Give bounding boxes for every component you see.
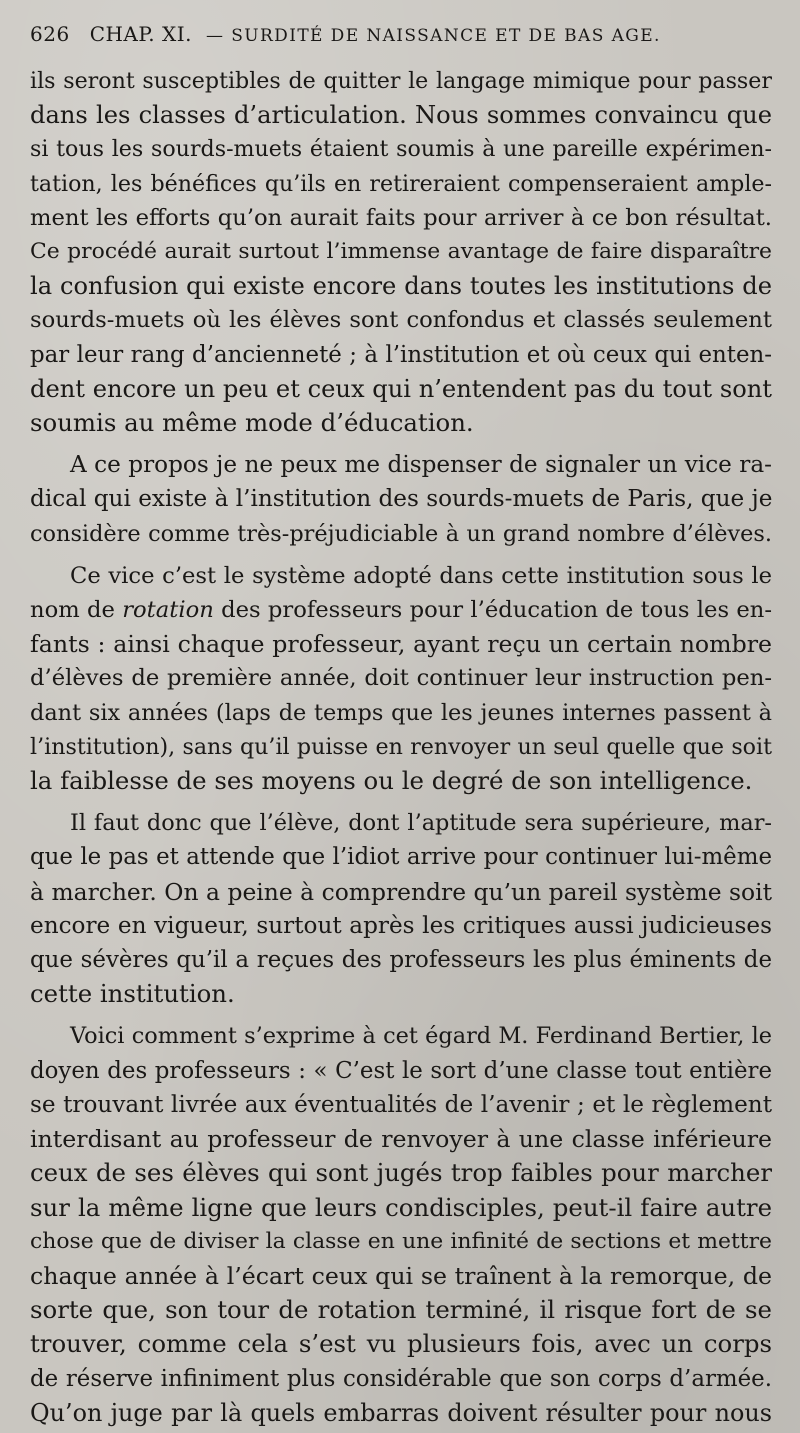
text-line: se trouvant livrée aux éventualités de l’avenir ; et le règlement [30,1091,772,1118]
text-line: doyen des professeurs : « C’est le sort d’une classe tout entière [30,1057,772,1084]
running-head [30,22,772,62]
text-line: A ce propos je ne peux me dispenser de signaler un vice ra- [70,452,772,479]
paragraph-3 [30,559,772,798]
text-line: tation, les bénéfices qu’ils en retireraient compenseraient ample- [30,170,772,197]
text-line: ceux de ses élèves qui sont jugés trop faibles pour marcher [30,1158,772,1188]
text-line: si tous les sourds-muets étaient soumis à une pareille expérimen- [30,136,772,163]
paragraph-5 [30,1019,772,1429]
text-line: dant six années (laps de temps que les jeunes internes passent à [30,699,772,726]
text-line: d’élèves de première année, doit continuer leur instruction pen- [30,665,772,692]
text-line: sourds-muets où les élèves sont confondus et classés seulement [30,307,772,334]
paragraph-1 [30,64,772,440]
text-line: Il faut donc que l’élève, dont l’aptitude sera supérieure, mar- [70,810,772,837]
text-segment: nom de [30,597,123,624]
text-line: cette institution. [30,979,235,1009]
text-line: chose que de diviser la classe en une infinité de sections et mettre [30,1228,772,1254]
text-line: chaque année à l’écart ceux qui se traînent à la remorque, de [30,1261,772,1290]
text-line: fants : ainsi chaque professeur, ayant reçu un certain nombre [30,630,772,659]
text-line: Voici comment s’exprime à cet égard M. Ferdinand Bertier, le [70,1023,772,1050]
text-line: sur la même ligne que leurs condisciples, peut-il faire autre [30,1192,772,1222]
text-line: trouver, comme cela s’est vu plusieurs fois, avec un corps [30,1329,772,1359]
text-line: encore en vigueur, surtout après les critiques aussi judicieuses [30,912,772,939]
text-line: dent encore un peu et ceux qui n’entendent pas du tout sont [30,374,772,403]
text-line: à marcher. On a peine à comprendre qu’un pareil système soit [30,877,772,906]
text-line: interdisant au professeur de renvoyer à une classe inférieure [30,1125,772,1154]
text-line: que le pas et attende que l’idiot arrive pour continuer lui-même [30,844,772,871]
text-line: par leur rang d’ancienneté ; à l’institution et où ceux qui enten- [30,341,772,368]
paragraph-4 [30,806,772,1011]
chapter-title: — SURDITÉ DE NAISSANCE ET DE BAS AGE. [206,26,661,46]
page-number: 626 [30,22,70,46]
text-line: dical qui existe à l’institution des sourds-muets de Paris, que je [30,486,772,513]
italic-term: rotation [122,597,214,624]
text-line: Ce vice c’est le système adopté dans cette institution sous le [70,562,772,589]
text-line: l’institution), sans qu’il puisse en renvoyer un seul quelle que soit [30,733,772,760]
text-line: sorte que, son tour de rotation terminé, il risque fort de se [30,1295,772,1325]
text-line: soumis au même mode d’éducation. [30,408,474,438]
text-line: de réserve infiniment plus considérable que son corps d’armée. [30,1365,772,1392]
text-line: dans les classes d’articulation. Nous sommes convaincu que [30,101,772,130]
paragraph-2 [30,448,772,551]
text-line: la confusion qui existe encore dans toutes les institutions de [30,272,772,301]
text-line: considère comme très-préjudiciable à un grand nombre d’élèves. [30,520,772,547]
text-line: ment les efforts qu’on aurait faits pour arriver à ce bon résultat. [30,204,772,231]
text-line [30,593,772,627]
chapter-label: CHAP. XI. [89,22,192,46]
text-line: que sévères qu’il a reçues des professeurs les plus éminents de [30,947,772,974]
text-line: ils seront susceptibles de quitter le langage mimique pour passer [30,68,772,94]
text-line: la faiblesse de ses moyens ou le degré de son intelligence. [30,766,753,796]
text-line: Qu’on juge par là quels embarras doivent résulter pour nous [30,1398,772,1427]
text-line: Ce procédé aurait surtout l’immense avantage de faire disparaître [30,239,772,265]
text-segment: des professeurs pour l’éducation de tous les en- [213,597,772,624]
